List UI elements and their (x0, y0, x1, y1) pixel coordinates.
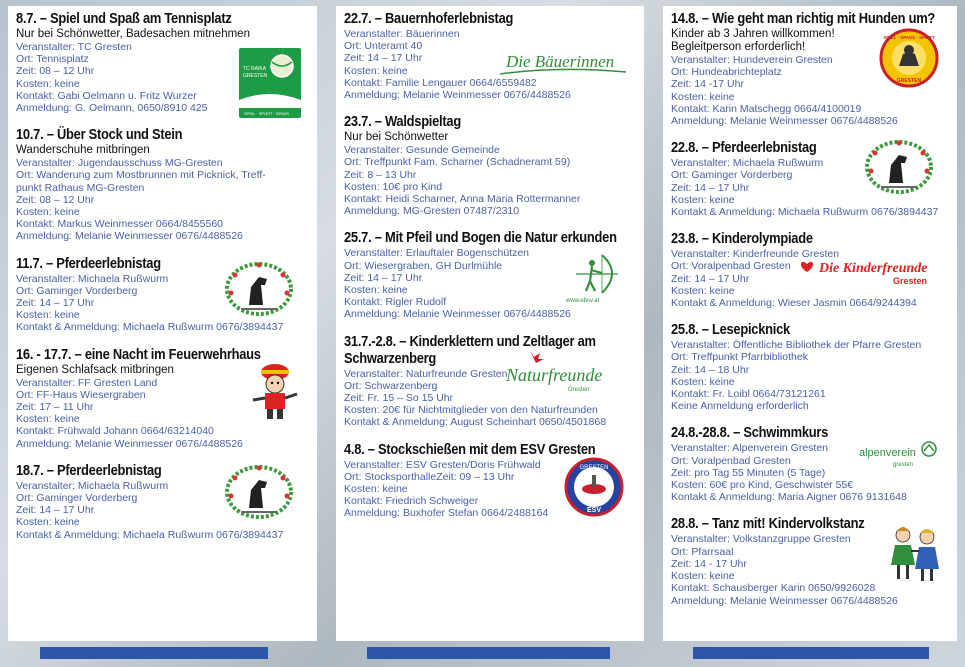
event-title: 10.7. – Über Stock und Stein (16, 126, 183, 144)
event-contact: Kontakt: Markus Weinmesser 0664/8455560 (16, 218, 224, 231)
event-registration: Anmeldung: G. Oelmann, 0650/8910 425 (16, 102, 208, 115)
tennis-club-logo (239, 48, 301, 118)
event-title: 8.7. – Spiel und Spaß am Tennisplatz (16, 10, 232, 27)
event-cost: Kosten: keine (671, 570, 735, 583)
event-cost: Kosten: keine (16, 309, 80, 322)
event-time: Zeit: 14 - 17 Uhr (671, 557, 747, 570)
event-location: Ort: StocksporthalleZeit: 09 – 13 Uhr (344, 470, 515, 483)
event-cost: Kosten: 60€ pro Kind, Geschwister 55€ (671, 479, 854, 492)
event-organizer: Veranstalter: Bäuerinnen (344, 28, 460, 40)
column-1 (8, 6, 317, 641)
baeuerinnen-logo (498, 48, 628, 78)
tennis-logo-line2: GRESTEN (243, 73, 268, 79)
event-note: Wanderschuhe mitbringen (16, 144, 150, 157)
event-title: 23.7. – Waldspieltag (344, 113, 461, 131)
event-organizer: Veranstalter: Öffentliche Bibliothek der Pfarre Gresten (671, 339, 922, 352)
event-registration: Anmeldung: Melanie Weinmesser 0676/4488526 (671, 594, 898, 607)
event-location: Ort: Treffpunkt Fam. Scharner (Schadneramt 59) (344, 156, 571, 169)
naturfreunde-logo-main: Naturfreunde (506, 364, 603, 385)
esv-badge-top: GRESTEN (579, 464, 609, 471)
event-title: 18.7. – Pferdeerlebnistag (16, 461, 162, 479)
event-time: Zeit: 14 – 17 Uhr (16, 297, 95, 310)
event-contact: Kontakt: Frühwald Johann 0664/63214040 (16, 425, 214, 438)
event-time: Zeit: Fr. 15 – So 15 Uhr (344, 392, 454, 405)
event-location: Ort: FF-Haus Wiesergraben (16, 388, 146, 401)
event-wald (344, 113, 636, 217)
event-kinderolympiade (671, 230, 949, 309)
event-location: Ort: Voralpenbad Gresten (671, 260, 791, 273)
event-note: Nur bei Schönwetter, Badesachen mitnehmen (16, 28, 250, 40)
event-volkstanz (671, 515, 949, 606)
event-title: 11.7. – Pferdeerlebnistag (16, 254, 161, 272)
event-cost: Kosten: keine (671, 375, 735, 388)
footer-bar-1 (40, 647, 268, 659)
event-registration: Anmeldung: MG-Gresten 07487/2310 (344, 205, 520, 218)
baeuerinnen-logo-text: Die Bäuerinnen (506, 52, 615, 71)
kinderfreunde-logo-main: Die Kinderfreunde (819, 261, 928, 277)
alpenverein-logo-sub: gresten (893, 462, 914, 469)
event-pferd-3 (671, 139, 949, 218)
event-contact: Kontakt & Anmeldung: Michaela Rußwurm 0676/3894437 (16, 528, 284, 541)
event-title: 24.8.-28.8. – Schwimmkurs (671, 424, 829, 442)
event-note: Nur bei Schönwetter (344, 131, 449, 144)
event-zeltlager (344, 333, 636, 429)
archer-logo (562, 249, 626, 305)
event-registration: Anmeldung: Melanie Weinmesser 0676/4488526 (16, 230, 243, 243)
event-bogen (344, 229, 636, 320)
event-schwimmkurs (671, 424, 949, 503)
event-location: Ort: Wanderung zum Mostbrunnen mit Picknick, Treff- (16, 169, 266, 182)
event-time: Zeit: 14 – 17 Uhr (344, 271, 423, 284)
event-organizer: Veranstalter: Gesunde Gemeinde (344, 144, 500, 157)
esv-badge-icon (564, 457, 624, 522)
event-location: Ort: Unteramt 40 (344, 40, 423, 53)
naturfreunde-logo (506, 347, 606, 395)
column-3 (663, 6, 957, 641)
event-organizer: Veranstalter: Kinderfreunde Gresten (671, 248, 840, 261)
kinderfreunde-logo (799, 256, 945, 286)
event-contact: Kontakt: Friedrich Schweiger (344, 495, 479, 508)
event-title: 14.8. – Wie geht man richtig mit Hunden um? (671, 10, 936, 27)
event-contact: Kontakt: Rigler Rudolf (344, 296, 447, 309)
event-title: 23.8. – Kinderolympiade (671, 230, 813, 248)
event-title: 22.7. – Bauernhoferlebnistag (344, 10, 514, 27)
event-feuerwehr (16, 346, 309, 450)
event-contact: Kontakt: Heidi Scharner, Anna Maria Rottermanner (344, 193, 581, 206)
event-location: Ort: Treffpunkt Pfarrbibliothek (671, 351, 808, 364)
event-contact: Kontakt & Anmeldung: Wieser Jasmin 0664/9244394 (671, 297, 917, 310)
event-location: Ort: Wiesergraben, GH Durlmühle (344, 259, 503, 272)
event-cost: Kosten: keine (671, 193, 735, 206)
event-title: 25.8. – Lesepicknick (671, 321, 790, 339)
event-time: Zeit: pro Tag 55 Minuten (5 Tage) (671, 466, 826, 479)
event-organizer: Veranstalter: Jugendausschuss MG-Gresten (16, 157, 223, 170)
event-organizer: Veranstalter: ESV Gresten/Doris Frühwald (344, 458, 541, 471)
event-organizer: Veranstalter: Volkstanzgruppe Gresten (671, 533, 851, 546)
event-organizer: Veranstalter: FF Gresten Land (16, 376, 158, 389)
event-title: 31.7.-2.8. – Kinderklettern und Zeltlager am Schwarzenberg (344, 332, 596, 367)
event-time: Zeit: 8 – 13 Uhr (344, 168, 417, 181)
event-location: Ort: Schwarzenberg (344, 379, 438, 392)
horse-wreath-icon (223, 261, 295, 322)
event-registration: Anmeldung: Melanie Weinmesser 0676/4488526 (344, 308, 571, 321)
event-location: Ort: Hundeabrichteplatz (671, 66, 782, 79)
firefighter-icon (247, 360, 303, 427)
event-wanderung (16, 126, 309, 242)
event-time: Zeit: 08 – 12 Uhr (16, 65, 95, 78)
event-registration: Anmeldung: Buxhofer Stefan 0664/2488164 (344, 507, 549, 520)
event-title: 25.7. – Mit Pfeil und Bogen die Natur erkunden (344, 229, 617, 247)
event-lesepicknick (671, 321, 949, 412)
event-contact: Kontakt & Anmeldung: Michaela Rußwurm 0676/3894437 (16, 321, 284, 334)
event-location: Ort: Voralpenbad Gresten (671, 454, 791, 467)
event-location: Ort: Gaminger Vorderberg (16, 284, 138, 297)
event-organizer: Veranstalter: Michaela Rußwurm (671, 157, 824, 170)
event-contact: Kontakt: Gabi Oelmann u. Fritz Wurzer (16, 89, 197, 102)
event-cost: Kosten: keine (16, 206, 80, 219)
event-cost: Kosten: keine (344, 64, 408, 77)
alpenverein-logo-main: alpenverein (859, 447, 916, 460)
event-contact: Kontakt & Anmeldung: August Scheinhart 0650/4501868 (344, 416, 607, 429)
event-organizer: Veranstalter: Michaela Rußwurm (16, 272, 169, 285)
event-stockschiessen (344, 441, 636, 520)
column-2 (336, 6, 644, 641)
event-time: Zeit: 14 – 17 Uhr (671, 181, 750, 194)
tennis-logo-bottom: SPIEL · SPORT · SPASS (244, 111, 289, 116)
event-note: Kinder ab 3 Jahren willkommen! Begleitperson erforderlich! (671, 28, 835, 53)
event-note: Eigenen Schlafsack mitbringen (16, 363, 174, 376)
dog-club-badge-icon (879, 28, 939, 93)
footer-bar-3 (693, 647, 929, 659)
archer-logo-url: www.ebsv.at (566, 298, 600, 305)
event-contact: Kontakt & Anmeldung: Michaela Rußwurm 0676/3894437 (671, 206, 939, 219)
event-time: Zeit: 14 – 17 Uhr (344, 52, 423, 65)
event-registration: Anmeldung: Melanie Weinmesser 0676/4488526 (671, 115, 898, 128)
event-cost: Kosten: keine (16, 77, 80, 90)
event-location-cont: punkt Rathaus MG-Gresten (16, 181, 145, 194)
event-bauernhof (344, 10, 636, 101)
event-title: 16. - 17.7. – eine Nacht im Feuerwehrhaus (16, 345, 261, 363)
event-time: Zeit: 14 – 17 Uhr (16, 504, 95, 517)
event-title: 4.8. – Stockschießen mit dem ESV Gresten (344, 440, 596, 458)
event-organizer: Veranstalter: Naturfreunde Gresten (344, 367, 508, 380)
event-registration: Anmeldung: Melanie Weinmesser 0676/4488526 (344, 89, 571, 102)
horse-wreath-icon (863, 139, 935, 200)
event-organizer: Veranstalter: Erlauftaler Bogenschützen (344, 247, 530, 260)
event-cost: Kosten: keine (671, 284, 735, 297)
event-registration: Anmeldung: Melanie Weinmesser 0676/4488526 (16, 437, 243, 450)
horse-wreath-icon (223, 464, 295, 525)
event-time: Zeit: 08 – 12 Uhr (16, 193, 95, 206)
event-contact: Kontakt & Anmeldung: Maria Aigner 0676 9131648 (671, 491, 907, 504)
event-contact: Kontakt: Schausberger Karin 0650/9926028 (671, 582, 876, 595)
event-pferd-1 (16, 255, 309, 334)
event-hunde (671, 10, 949, 127)
event-time: Zeit: 14 – 18 Uhr (671, 363, 750, 376)
event-organizer: Veranstalter: Michaela Rußwurm (16, 479, 169, 492)
event-organizer: Veranstalter: Hundeverein Gresten (671, 54, 833, 66)
event-location: Ort: Tennisplatz (16, 53, 89, 66)
footer-bar-2 (367, 647, 610, 659)
dancing-children-icon (885, 523, 945, 590)
event-registration: Keine Anmeldung erforderlich (671, 400, 809, 413)
event-cost: Kosten: 10€ pro Kind (344, 180, 443, 193)
alpenverein-logo (859, 440, 939, 470)
event-location: Ort: Pfarrsaal (671, 545, 734, 558)
tennis-logo-line1: TC RAIKA (243, 66, 267, 72)
kinderfreunde-logo-sub: Gresten (893, 276, 928, 287)
event-contact: Kontakt: Fr. Loibl 0664/73121261 (671, 388, 826, 401)
event-cost: Kosten: keine (16, 516, 80, 529)
event-cost: Kosten: keine (16, 413, 80, 426)
event-tennis (16, 10, 309, 114)
dog-club-badge-top: SPIEL · SPASS · SPORT (883, 35, 935, 40)
event-cost: Kosten: keine (671, 90, 735, 103)
event-pferd-2 (16, 462, 309, 541)
dog-club-badge-bottom: GRESTEN (896, 78, 922, 84)
event-time: Zeit: 14 – 17 Uhr (671, 272, 750, 285)
event-location: Ort: Gaminger Vorderberg (671, 169, 793, 182)
event-cost: Kosten: keine (344, 483, 408, 496)
event-contact: Kontakt: Karin Matschegg 0664/4100019 (671, 102, 862, 115)
event-organizer: Veranstalter: TC Gresten (16, 41, 132, 53)
event-location: Ort: Gaminger Vorderberg (16, 492, 138, 505)
naturfreunde-logo-sub: Gresten (568, 386, 590, 393)
event-contact: Kontakt: Familie Lengauer 0664/6559482 (344, 76, 537, 89)
event-cost: Kosten: keine (344, 284, 408, 297)
esv-badge-bottom: ESV (586, 506, 602, 514)
event-organizer: Veranstalter: Alpenverein Gresten (671, 442, 829, 455)
event-title: 22.8. – Pferdeerlebnistag (671, 139, 817, 157)
event-cost: Kosten: 20€ für Nichtmitglieder von den Naturfreunden (344, 404, 598, 417)
event-title: 28.8. – Tanz mit! Kindervolkstanz (671, 515, 865, 533)
event-time: Zeit: 14 -17 Uhr (671, 78, 744, 91)
event-time: Zeit: 17 – 11 Uhr (16, 401, 94, 414)
